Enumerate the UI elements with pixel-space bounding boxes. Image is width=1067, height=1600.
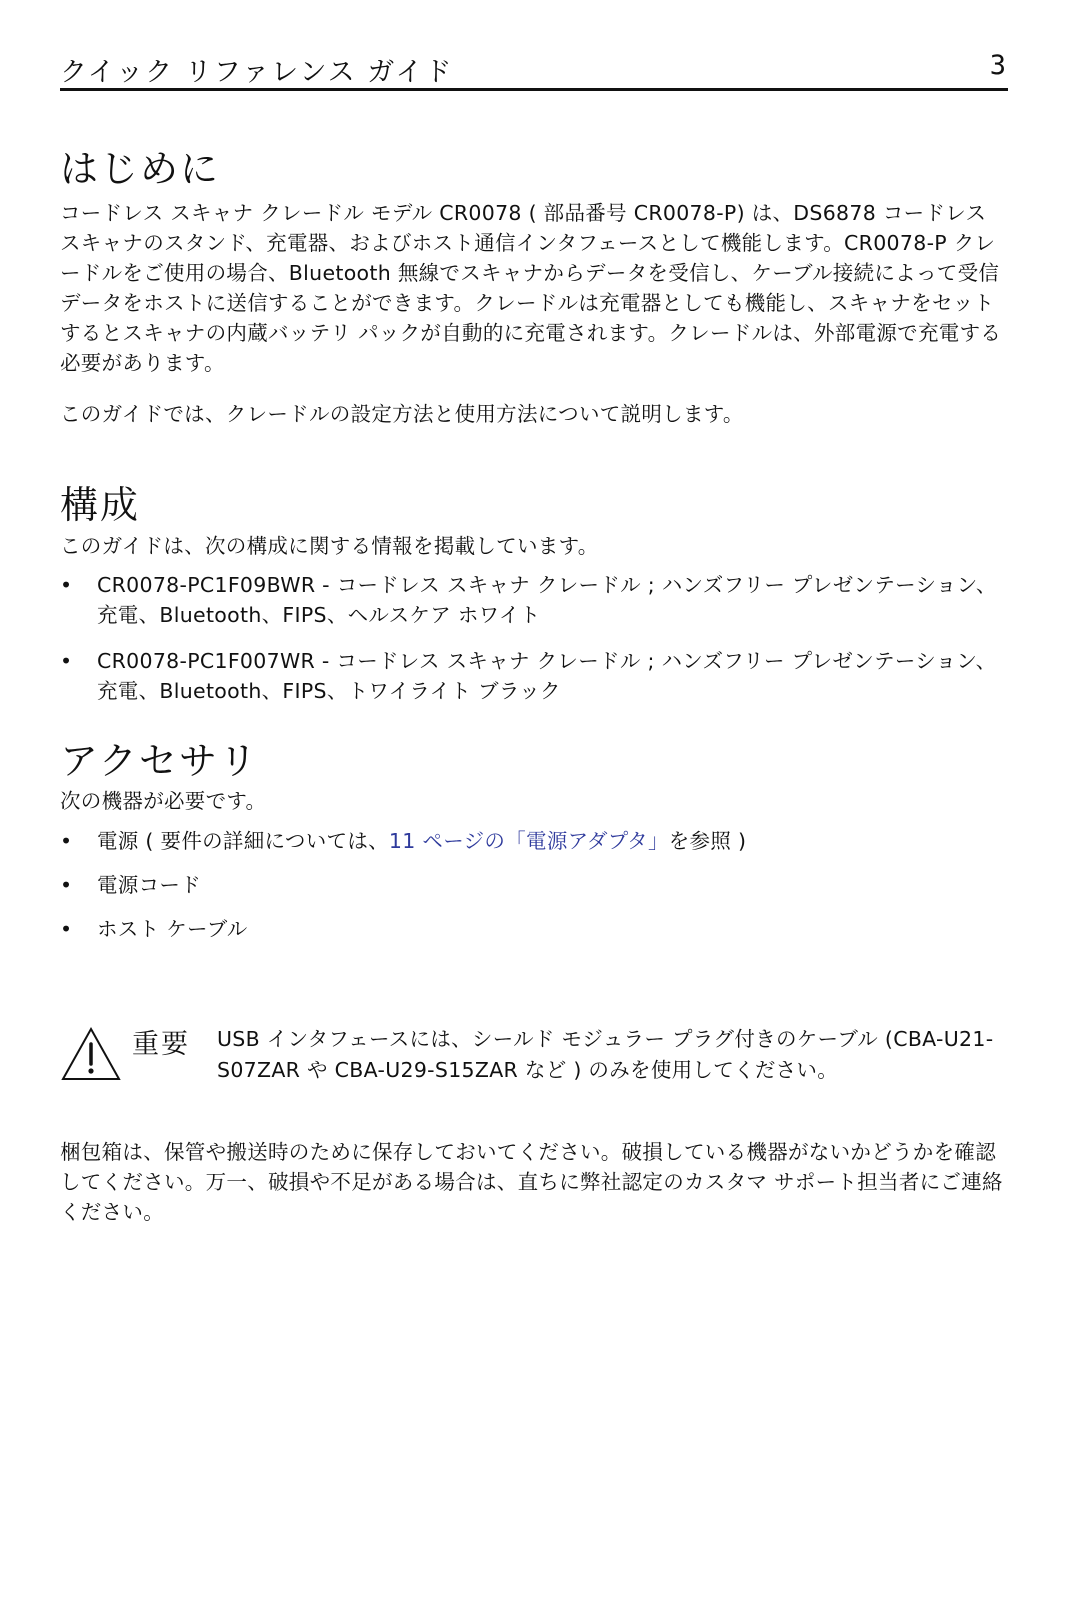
bullet-icon: • — [60, 873, 73, 897]
bullet-icon: • — [60, 573, 73, 597]
list-item — [60, 914, 1010, 944]
important-label: 重要 — [132, 1029, 190, 1060]
list-item — [60, 826, 1010, 856]
config-item-text: CR0078-PC1F007WR - コードレス スキャナ クレードル ; ハンズフリー プレゼンテーション、充電、Bluetooth、FIPS、トワイライト ブラック — [97, 649, 997, 703]
page-number: 3 — [989, 50, 1006, 81]
bullet-icon: • — [60, 649, 73, 673]
warning-triangle-icon — [60, 1026, 122, 1082]
accessories-heading: アクセサリ — [60, 739, 259, 783]
page-header — [60, 44, 1008, 91]
list-item — [60, 870, 1010, 900]
intro-heading: はじめに — [60, 147, 221, 191]
intro-paragraph: コードレス スキャナ クレードル モデル CR0078 ( 部品番号 CR0078-P) は、DS6878 コードレス スキャナのスタンド、充電器、およびホスト通信インタフェースとして機能します。CR0078-P クレードルをご使用の場合、Bluetooth 無線でスキャナからデータを受信し、ケーブル接続によって受信データをホストに送信することができます。クレードルは充電器としても機能し、スキャナをセットするとスキャナの内蔵バッテリ パックが自動的に充電されます。クレードルは、外部電源で充電する必要があります。 — [60, 201, 1002, 375]
important-note-text: USB インタフェースには、シールド モジュラー プラグ付きのケーブル (CBA-U21-S07ZAR や CBA-U29-S15ZAR など ) のみを使用してください。 — [217, 1027, 994, 1082]
list-item — [60, 646, 1010, 706]
configurations-list — [60, 570, 1010, 706]
accessories-list — [60, 826, 1010, 944]
bullet-icon: • — [60, 829, 73, 853]
power-adapter-link[interactable]: 11 ページの「電源アダプタ」 — [388, 829, 669, 853]
config-item-text: CR0078-PC1F09BWR - コードレス スキャナ クレードル ; ハンズフリー プレゼンテーション、充電、Bluetooth、FIPS、ヘルスケア ホワイト — [97, 573, 997, 627]
closing-paragraph: 梱包箱は、保管や搬送時のために保存しておいてください。破損している機器がないかどうかを確認してください。万一、破損や不足がある場合は、直ちに弊社認定のカスタマ サポート担当者にご連絡ください。 — [60, 1140, 1003, 1224]
important-note — [60, 1022, 1010, 1092]
configurations-heading: 構成 — [60, 483, 141, 527]
accessory-item-text: 電源コード — [97, 873, 201, 897]
accessories-intro: 次の機器が必要です。 — [60, 789, 267, 813]
header-title: クイック リファレンス ガイド — [60, 57, 454, 88]
accessory-item-suffix: を参照 ) — [668, 829, 747, 853]
configurations-intro: このガイドは、次の構成に関する情報を掲載しています。 — [60, 534, 599, 558]
bullet-icon: • — [60, 917, 73, 941]
accessory-item-text: ホスト ケーブル — [97, 917, 248, 941]
intro-guide-paragraph: このガイドでは、クレードルの設定方法と使用方法について説明します。 — [60, 402, 744, 426]
list-item — [60, 570, 1010, 630]
accessory-item-text: 電源 ( 要件の詳細については、 — [97, 829, 389, 853]
